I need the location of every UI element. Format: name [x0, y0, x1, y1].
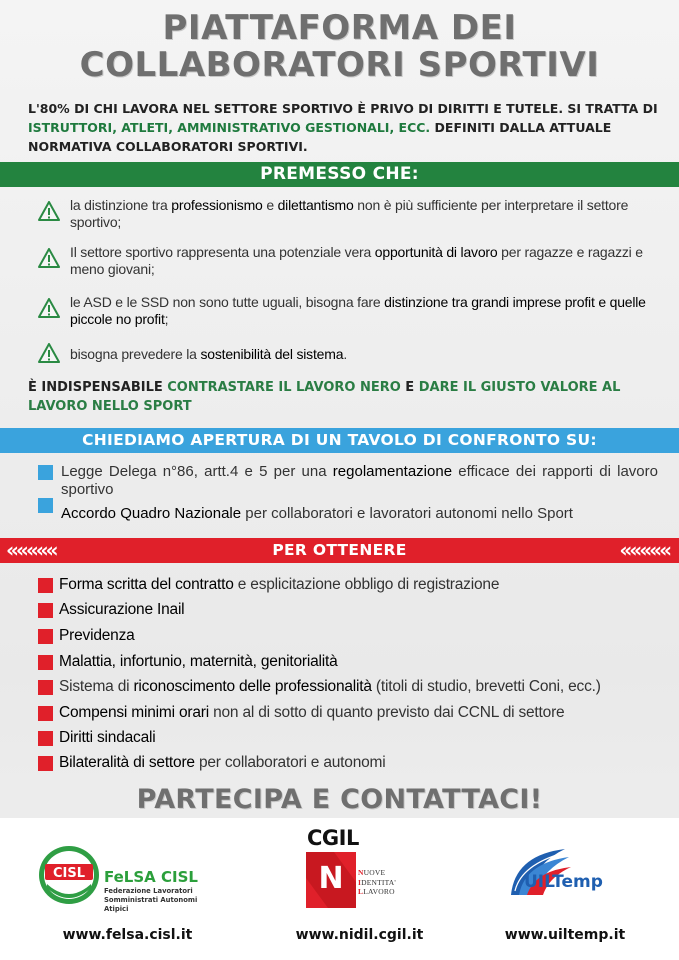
goal-item — [38, 600, 658, 622]
goal-item — [38, 652, 658, 674]
uiltemp-wordmark: UILTemp — [524, 872, 603, 892]
red-square-bullet — [38, 706, 53, 721]
intro-part-1: L'80% DI CHI LAVORA NEL SETTORE SPORTIVO È PRIVO DI DIRITTI E TUTELE. SI TRATTA DI — [28, 101, 658, 116]
nidil-url[interactable]: www.nidil.cgil.it — [295, 927, 424, 943]
red-square-bullet — [38, 680, 53, 695]
svg-text:CISL: CISL — [52, 866, 86, 881]
premise-text: Il settore sportivo rappresenta una potenziale vera opportunità di lavoro per ragazze e ragazzi e meno giovani; — [70, 244, 643, 277]
goal-text: Diritti sindacali — [59, 729, 156, 746]
red-square-bullet — [38, 578, 53, 593]
goal-text: Previdenza — [59, 627, 135, 644]
warning-icon — [38, 343, 60, 363]
indispensabile-statement: È INDISPENSABILE CONTRASTARE IL LAVORO NERO E DARE IL GIUSTO VALORE AL LAVORO NELLO SPORT — [28, 380, 621, 414]
felsa-subtitle: Federazione Lavoratori Somministrati Autonomi Atipici — [104, 887, 198, 913]
intro-part-2: DEFINITI DALLA ATTUALE NORMATIVA COLLABORATORI SPORTIVI. — [28, 120, 612, 154]
ottenere-heading: PER OTTENERE — [272, 541, 407, 559]
warning-icon — [38, 201, 60, 221]
red-square-bullet — [38, 629, 53, 644]
call-to-action: PARTECIPA E CONTATTACI! — [136, 784, 543, 815]
uiltemp-url[interactable]: www.uiltemp.it — [504, 927, 626, 943]
premise-text: bisogna prevedere la sostenibilità del sistema. — [70, 346, 348, 362]
goal-item — [38, 753, 658, 775]
goal-text: Forma scritta del contratto e esplicitazione obbligo di registrazione — [59, 576, 500, 593]
title-line-2: COLLABORATORI SPORTIVI — [79, 45, 600, 85]
premise-text: le ASD e le SSD non sono tutte uguali, bisogna fare distinzione tra grandi imprese profit e quelle piccole no profit; — [70, 294, 646, 327]
red-square-bullet — [38, 655, 53, 670]
red-square-bullet — [38, 603, 53, 618]
warning-icon — [38, 248, 60, 268]
goal-text: Malattia, infortunio, maternità, genitorialità — [59, 653, 338, 670]
blue-square-bullet — [38, 465, 53, 480]
nidil-caption: NUOVE IDENTITA' LLAVORO — [358, 868, 396, 896]
red-square-bullet — [38, 731, 53, 746]
goal-item — [38, 626, 658, 648]
goal-text: Compensi minimi orari non al di sotto di quanto previsto dai CCNL di settore — [59, 704, 565, 721]
cisl-logo — [37, 844, 101, 906]
cgil-wordmark: CGIL — [307, 826, 359, 850]
chiediamo-heading: CHIEDIAMO APERTURA DI UN TAVOLO DI CONFRONTO SU: — [82, 431, 597, 449]
goal-text: Sistema di riconoscimento delle professionalità (titoli di studio, brevetti Coni, ecc.) — [59, 678, 601, 695]
goal-item — [38, 575, 658, 597]
goal-item — [38, 728, 658, 750]
title-line-1: PIATTAFORMA DEI — [162, 8, 517, 48]
ottenere-band — [0, 538, 679, 563]
premise-text: la distinzione tra professionismo e dilettantismo non è più sufficiente per interpretare il settore sportivo; — [70, 197, 629, 230]
goal-item — [38, 703, 658, 725]
felsa-url[interactable]: www.felsa.cisl.it — [62, 927, 193, 943]
poster-title — [0, 10, 679, 84]
svg-text:N: N — [318, 861, 344, 896]
chevrons-right-icon: ««««« — [619, 538, 669, 562]
intro-paragraph — [28, 99, 658, 156]
felsa-name: FeLSA CISL — [104, 868, 198, 886]
request-text: Accordo Quadro Nazionale per collaboratori e lavoratori autonomi nello Sport — [61, 505, 573, 522]
goal-text: Bilateralità di settore per collaboratori e autonomi — [59, 754, 386, 771]
red-square-bullet — [38, 756, 53, 771]
nidil-logo-mark — [306, 852, 356, 908]
warning-icon — [38, 298, 60, 318]
blue-square-bullet — [38, 498, 53, 513]
intro-highlight: ISTRUTTORI, ATLETI, AMMINISTRATIVO GESTIONALI, ECC. — [28, 120, 431, 135]
chiediamo-band — [0, 428, 679, 453]
premesso-heading: PREMESSO CHE: — [260, 164, 419, 184]
premesso-band — [0, 162, 679, 187]
request-text: Legge Delega n°86, artt.4 e 5 per una regolamentazione efficace dei rapporti di lavoro sportivo — [61, 463, 658, 498]
goal-item — [38, 677, 658, 699]
goal-text: Assicurazione Inail — [59, 601, 185, 618]
chevrons-left-icon: ««««« — [6, 538, 56, 562]
